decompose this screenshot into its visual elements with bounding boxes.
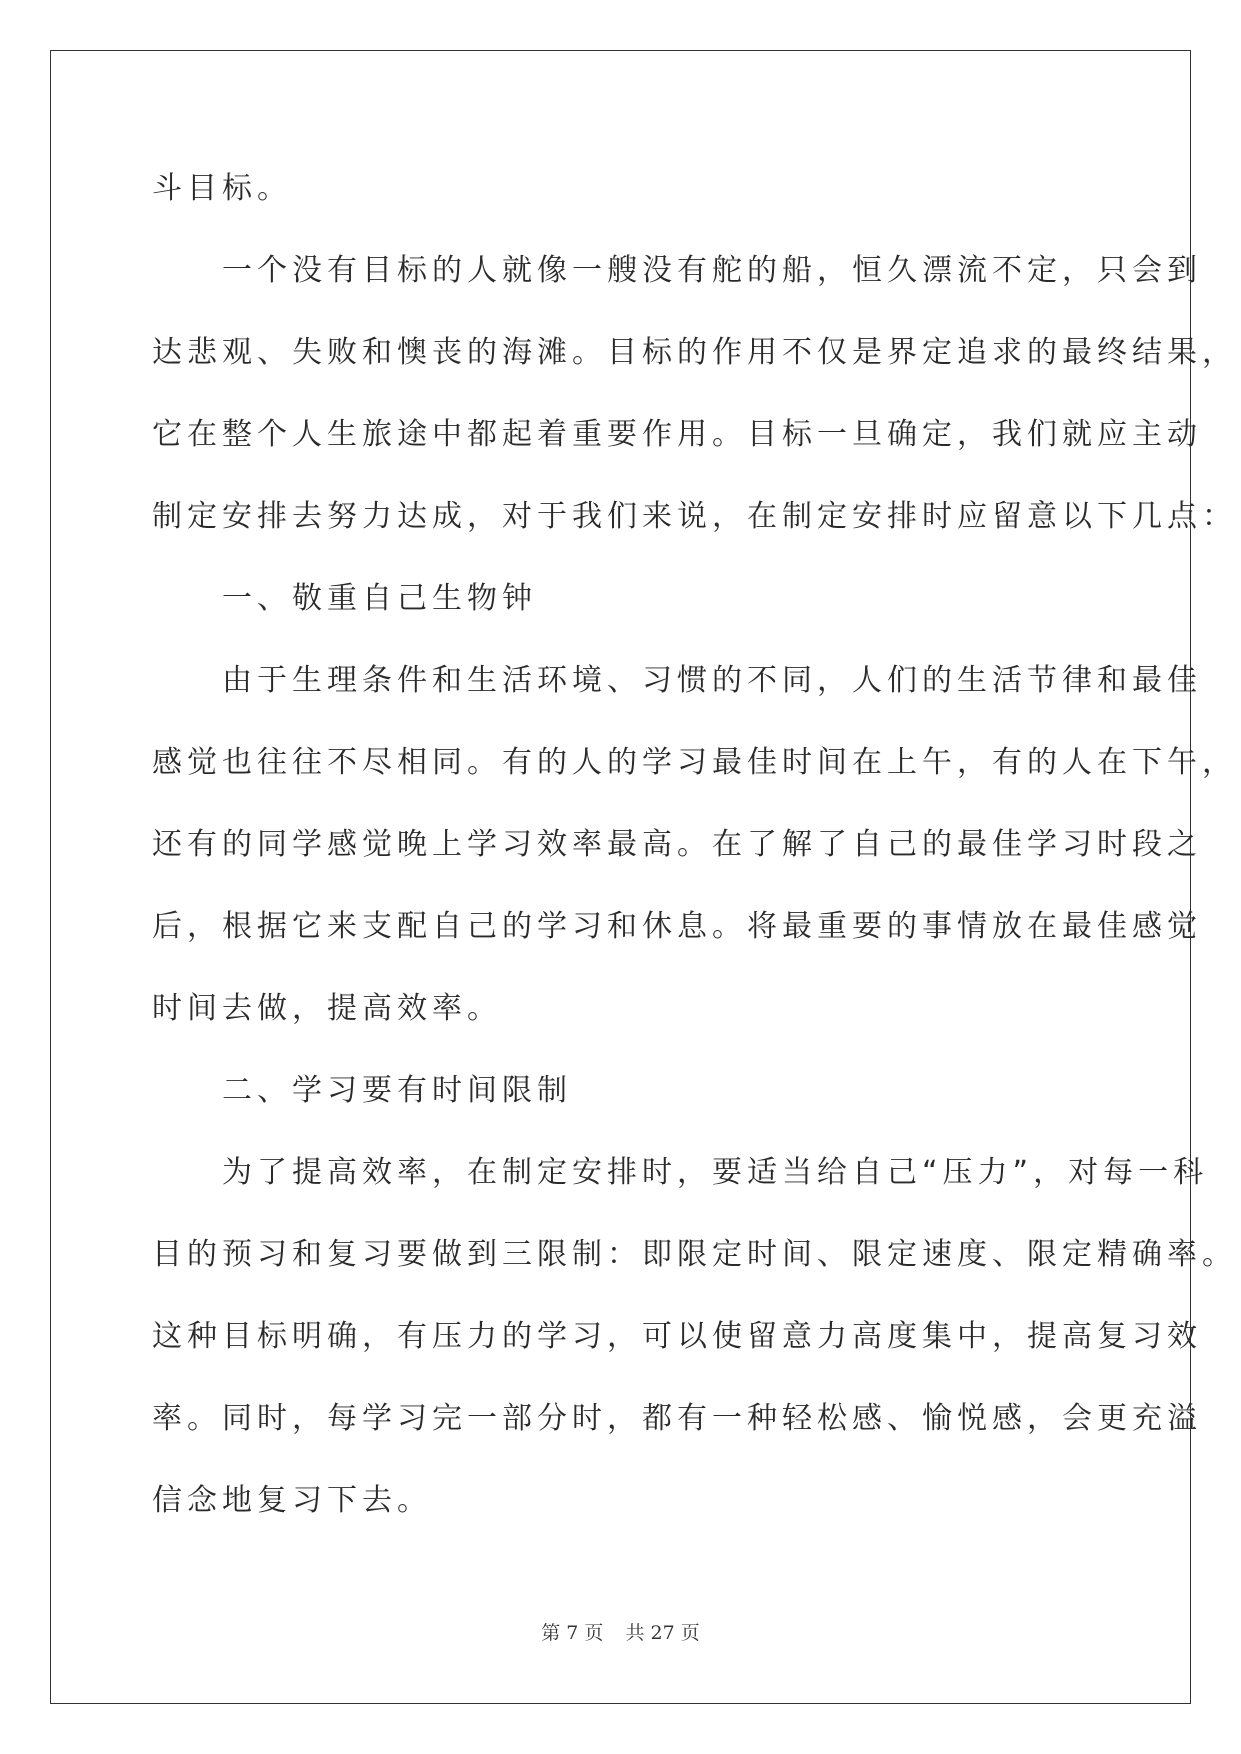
body-text (152, 160, 1237, 1554)
text-line: 斗目标。 (152, 171, 292, 206)
text-line: 它在整个人生旅途中都起着重要作用。目标一旦确定，我们就应主动 (152, 417, 1202, 452)
page-number: 第 7 页 (541, 1622, 604, 1644)
text-line: 达悲观、失败和懊丧的海滩。目标的作用不仅是界定追求的最终结果， (152, 335, 1237, 370)
section-heading-2: 二、学习要有时间限制 (152, 1073, 572, 1108)
page-total: 共 27 页 (625, 1622, 700, 1644)
text-line: 一个没有目标的人就像一艘没有舵的船，恒久漂流不定，只会到 (152, 253, 1202, 288)
text-line: 还有的同学感觉晚上学习效率最高。在了解了自己的最佳学习时段之 (152, 827, 1202, 862)
text-line: 目的预习和复习要做到三限制：即限定时间、限定速度、限定精确率。 (152, 1237, 1237, 1272)
section-heading-1: 一、敬重自己生物钟 (152, 581, 537, 616)
page-footer (0, 1618, 1241, 1645)
text-line: 感觉也往往不尽相同。有的人的学习最佳时间在上午，有的人在下午， (152, 745, 1237, 780)
text-line: 后，根据它来支配自己的学习和休息。将最重要的事情放在最佳感觉 (152, 909, 1202, 944)
text-line: 这种目标明确，有压力的学习，可以使留意力高度集中，提高复习效 (152, 1319, 1202, 1354)
text-line: 率。同时，每学习完一部分时，都有一种轻松感、愉悦感，会更充溢 (152, 1401, 1202, 1436)
text-line: 时间去做，提高效率。 (152, 991, 502, 1026)
text-line: 由于生理条件和生活环境、习惯的不同，人们的生活节律和最佳 (152, 663, 1202, 698)
text-line: 信念地复习下去。 (152, 1483, 432, 1518)
text-line: 制定安排去努力达成，对于我们来说，在制定安排时应留意以下几点： (152, 499, 1237, 534)
text-line: 为了提高效率，在制定安排时，要适当给自己“压力”，对每一科 (152, 1155, 1209, 1190)
